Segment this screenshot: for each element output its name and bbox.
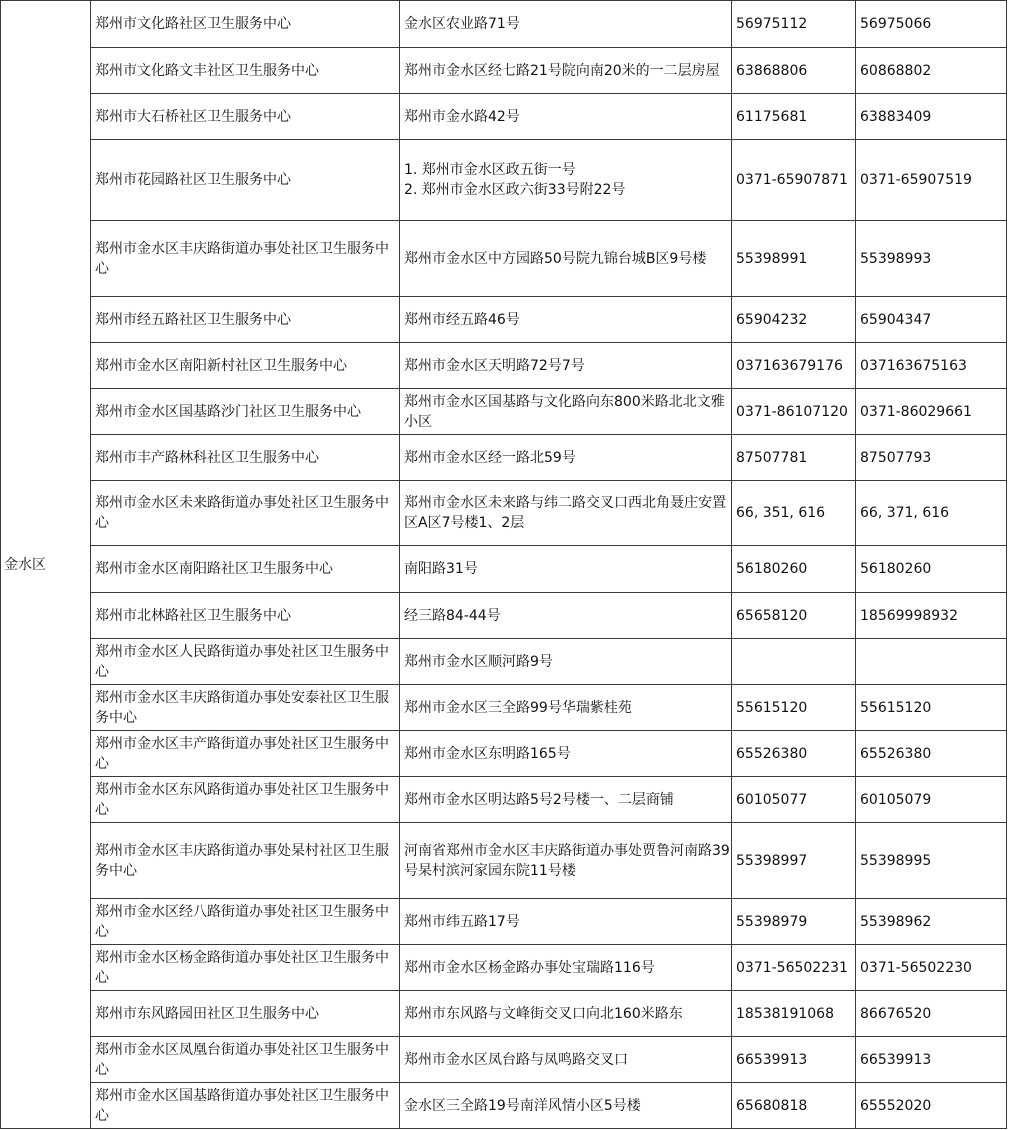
phone-cell: 65680818 — [732, 1083, 856, 1129]
address-line: 河南省郑州市金水区丰庆路街道办事处贾鲁河南路39号杲村滨河家园东院11号楼 — [404, 842, 730, 879]
center-name-cell: 郑州市金水区凤凰台街道办事处社区卫生服务中心 — [91, 1037, 400, 1083]
fax-cell: 0371-86029661 — [856, 389, 1007, 435]
table-row — [1, 1, 1007, 48]
center-name-cell: 郑州市金水区南阳新村社区卫生服务中心 — [91, 343, 400, 389]
phone-cell: 56975112 — [732, 1, 856, 48]
address-line: 郑州市金水区东明路165号 — [404, 745, 571, 762]
table-row — [1, 389, 1007, 435]
address-line: 南阳路31号 — [404, 561, 478, 577]
fax-cell: 55398995 — [856, 823, 1007, 899]
center-name-cell: 郑州市金水区经八路街道办事处社区卫生服务中心 — [91, 899, 400, 945]
fax-cell: 65904347 — [856, 297, 1007, 343]
address-line: 1. 郑州市金水区政五街一号 — [404, 162, 576, 178]
fax-cell: 0371-65907519 — [856, 140, 1007, 221]
center-name-cell: 郑州市金水区丰庆路街道办事处社区卫生服务中心 — [91, 221, 400, 297]
fax-cell: 55398962 — [856, 899, 1007, 945]
center-name-cell: 郑州市文化路文丰社区卫生服务中心 — [91, 48, 400, 94]
address-cell — [400, 297, 732, 343]
phone-cell: 65526380 — [732, 731, 856, 777]
center-name-cell: 郑州市金水区东风路街道办事处社区卫生服务中心 — [91, 777, 400, 823]
table-row — [1, 991, 1007, 1037]
table-row — [1, 945, 1007, 991]
address-line: 经三路84-44号 — [404, 607, 501, 624]
phone-cell: 0371-86107120 — [732, 389, 856, 435]
fax-cell: 60105079 — [856, 777, 1007, 823]
phone-cell: 63868806 — [732, 48, 856, 94]
address-cell — [400, 991, 732, 1037]
center-name-cell: 郑州市大石桥社区卫生服务中心 — [91, 94, 400, 140]
address-line: 郑州市金水区明达路5号2号楼一、二层商铺 — [404, 791, 674, 808]
fax-cell: 86676520 — [856, 991, 1007, 1037]
address-cell — [400, 731, 732, 777]
address-cell — [400, 140, 732, 221]
address-line: 郑州市东风路与文峰街交叉口向北160米路东 — [404, 1005, 683, 1022]
table-row — [1, 221, 1007, 297]
center-name-cell: 郑州市北林路社区卫生服务中心 — [91, 593, 400, 639]
address-cell — [400, 823, 732, 899]
address-cell — [400, 343, 732, 389]
address-cell — [400, 94, 732, 140]
table-row — [1, 823, 1007, 899]
center-name-cell: 郑州市金水区人民路街道办事处社区卫生服务中心 — [91, 639, 400, 685]
phone-cell: 037163679176 — [732, 343, 856, 389]
table-row — [1, 1037, 1007, 1083]
address-cell — [400, 48, 732, 94]
address-cell — [400, 1, 732, 48]
address-line: 郑州市金水区经七路21号院向南20米的一二层房屋 — [404, 62, 720, 79]
table-row — [1, 899, 1007, 945]
district-cell: 金水区 — [1, 1, 91, 1129]
address-line: 郑州市金水区杨金路办事处宝瑞路116号 — [404, 959, 655, 976]
table-row — [1, 94, 1007, 140]
fax-cell: 56975066 — [856, 1, 1007, 48]
phone-cell: 55398997 — [732, 823, 856, 899]
address-line: 郑州市经五路46号 — [404, 311, 520, 328]
address-cell — [400, 546, 732, 593]
address-line: 郑州市纬五路17号 — [404, 913, 520, 930]
phone-cell: 55615120 — [732, 685, 856, 731]
address-cell — [400, 685, 732, 731]
phone-cell: 56180260 — [732, 546, 856, 593]
center-name-cell: 郑州市丰产路林科社区卫生服务中心 — [91, 435, 400, 481]
phone-cell: 60105077 — [732, 777, 856, 823]
center-name-cell: 郑州市花园路社区卫生服务中心 — [91, 140, 400, 221]
table-row — [1, 140, 1007, 221]
table-row — [1, 481, 1007, 546]
table-row — [1, 435, 1007, 481]
phone-cell: 61175681 — [732, 94, 856, 140]
address-line: 郑州市金水区三全路99号华瑞紫桂苑 — [404, 699, 632, 716]
address-line: 2. 郑州市金水区政六街33号附22号 — [404, 182, 626, 198]
center-name-cell: 郑州市东风路园田社区卫生服务中心 — [91, 991, 400, 1037]
address-cell — [400, 639, 732, 685]
address-cell — [400, 777, 732, 823]
fax-cell: 55398993 — [856, 221, 1007, 297]
fax-cell: 18569998932 — [856, 593, 1007, 639]
table-body — [1, 1, 1007, 1129]
fax-cell: 87507793 — [856, 435, 1007, 481]
phone-cell: 66539913 — [732, 1037, 856, 1083]
phone-cell: 55398979 — [732, 899, 856, 945]
table-row — [1, 297, 1007, 343]
table-row — [1, 731, 1007, 777]
phone-cell: 0371-56502231 — [732, 945, 856, 991]
fax-cell: 0371-56502230 — [856, 945, 1007, 991]
address-cell — [400, 481, 732, 546]
phone-cell — [732, 639, 856, 685]
address-line: 郑州市金水区中方园路50号院九锦台城B区9号楼 — [404, 250, 707, 267]
address-cell — [400, 1083, 732, 1129]
table-row — [1, 343, 1007, 389]
phone-cell: 65904232 — [732, 297, 856, 343]
fax-cell: 60868802 — [856, 48, 1007, 94]
address-line: 郑州市金水区天明路72号7号 — [404, 357, 585, 374]
center-name-cell: 郑州市金水区未来路街道办事处社区卫生服务中心 — [91, 481, 400, 546]
phone-cell: 18538191068 — [732, 991, 856, 1037]
table-row — [1, 593, 1007, 639]
center-name-cell: 郑州市金水区丰庆路街道办事处安泰社区卫生服务中心 — [91, 685, 400, 731]
address-cell — [400, 435, 732, 481]
address-line: 郑州市金水区顺河路9号 — [404, 653, 553, 670]
center-name-cell: 郑州市金水区丰庆路街道办事处杲村社区卫生服务中心 — [91, 823, 400, 899]
table-row — [1, 777, 1007, 823]
table-row — [1, 546, 1007, 593]
fax-cell: 66, 371, 616 — [856, 481, 1007, 546]
phone-cell: 66, 351, 616 — [732, 481, 856, 546]
phone-cell: 87507781 — [732, 435, 856, 481]
table-row — [1, 639, 1007, 685]
center-name-cell: 郑州市金水区丰产路街道办事处社区卫生服务中心 — [91, 731, 400, 777]
table-row — [1, 1083, 1007, 1129]
address-line: 郑州市金水区经一路北59号 — [404, 449, 576, 466]
fax-cell: 63883409 — [856, 94, 1007, 140]
address-cell — [400, 221, 732, 297]
center-name-cell: 郑州市文化路社区卫生服务中心 — [91, 1, 400, 48]
address-line: 郑州市金水区国基路与文化路向东800米路北北文雅小区 — [404, 393, 725, 430]
fax-cell: 037163675163 — [856, 343, 1007, 389]
center-name-cell: 郑州市金水区杨金路街道办事处社区卫生服务中心 — [91, 945, 400, 991]
address-line: 金水区三全路19号南洋风情小区5号楼 — [404, 1097, 641, 1114]
address-line: 郑州市金水区凤台路与凤鸣路交叉口 — [404, 1051, 628, 1068]
center-name-cell: 郑州市金水区国基路沙门社区卫生服务中心 — [91, 389, 400, 435]
address-line: 郑州市金水路42号 — [404, 108, 520, 125]
center-name-cell: 郑州市金水区国基路街道办事处社区卫生服务中心 — [91, 1083, 400, 1129]
address-cell — [400, 945, 732, 991]
fax-cell: 65526380 — [856, 731, 1007, 777]
address-cell — [400, 1037, 732, 1083]
table-row — [1, 685, 1007, 731]
fax-cell: 66539913 — [856, 1037, 1007, 1083]
address-cell — [400, 389, 732, 435]
center-name-cell: 郑州市经五路社区卫生服务中心 — [91, 297, 400, 343]
address-line: 郑州市金水区未来路与纬二路交叉口西北角聂庄安置区A区7号楼1、2层 — [404, 495, 726, 531]
fax-cell: 65552020 — [856, 1083, 1007, 1129]
address-line: 金水区农业路71号 — [404, 16, 520, 32]
phone-cell: 0371-65907871 — [732, 140, 856, 221]
fax-cell: 56180260 — [856, 546, 1007, 593]
phone-cell: 65658120 — [732, 593, 856, 639]
table-row — [1, 48, 1007, 94]
fax-cell: 55615120 — [856, 685, 1007, 731]
address-cell — [400, 593, 732, 639]
phone-cell: 55398991 — [732, 221, 856, 297]
fax-cell — [856, 639, 1007, 685]
center-name-cell: 郑州市金水区南阳路社区卫生服务中心 — [91, 546, 400, 593]
address-cell — [400, 899, 732, 945]
